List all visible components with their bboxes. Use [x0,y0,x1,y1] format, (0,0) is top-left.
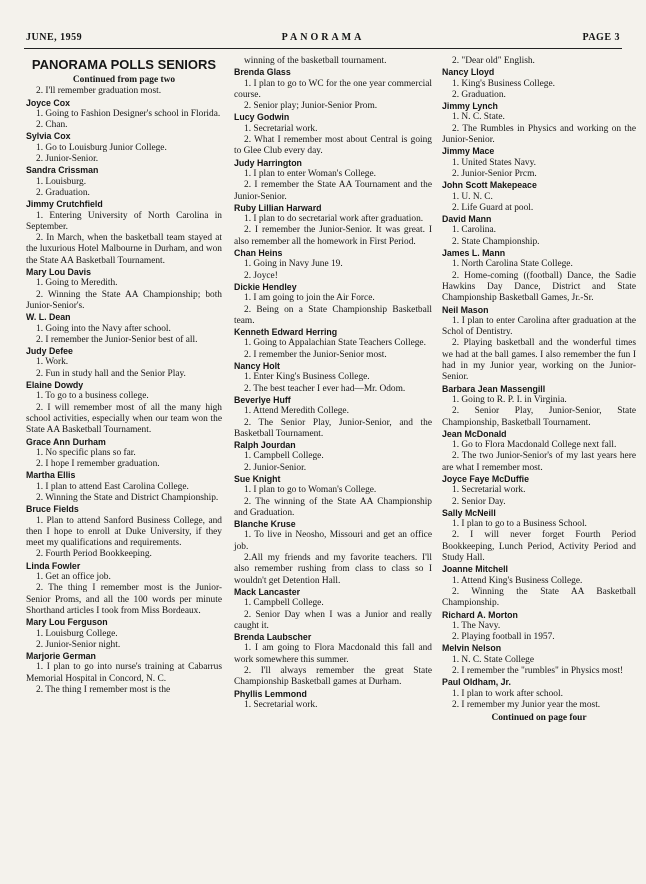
senior-name: Beverlye Huff [234,394,291,405]
answer-line: 2. Junior-Senior Prcm. [452,168,537,179]
continued-on: Continued on page four [491,713,587,724]
answer-line: 1. Campbell College. [244,598,324,609]
senior-entry [234,248,432,282]
senior-name: Sally McNeill [442,507,496,518]
senior-name: Brenda Glass [234,67,291,78]
answer-line: 1. Get an office job. [36,572,111,583]
senior-name: Dickie Hendley [234,281,297,292]
answer-line: 2. I will never forget Fourth Period Bookkeeping, Lunch Period, Activity Period and Study Hall. [442,530,636,564]
answer-line: 2. I remember my Junior year the most. [452,699,601,710]
senior-name: Brenda Laubscher [234,632,312,643]
answer-line: 1. Go to Flora Macdonald College next fall. [452,440,617,451]
answer-line: 1. Attend King's Business College. [452,575,583,586]
senior-entry [26,346,222,380]
header-rule [24,48,622,49]
senior-entry [234,632,432,688]
answer-line: 2. Fun in study hall and the Senior Play. [36,368,186,379]
answer-line: 2. State Championship. [452,236,540,247]
senior-name: Judy Defee [26,346,73,357]
answer-line: 1. N. C. State College [452,654,535,665]
answer-line: 2. I'll always remember the great State Championship Basketball games at Durham. [234,666,432,688]
answer-line: 1. Going into the Navy after school. [36,323,171,334]
answer-line: 1. I plan to work after school. [452,688,563,699]
answer-line: winning of the basketball tournament. [244,56,387,66]
answer-line: 1. Work. [36,357,69,368]
answer-line: 1. No specific plans so far. [36,447,136,458]
answer-line: 2. Being on a State Championship Basketball team. [234,304,432,326]
senior-entry [26,617,222,651]
senior-name: Kenneth Edward Herring [234,327,338,338]
senior-entry [26,651,222,696]
senior-entry [26,98,222,132]
answer-line: 1. North Carolina State College. [452,259,573,270]
answer-line: 1. Plan to attend Sanford Business College, and then I hope to enroll at Duke University, if they meet my qualifications and requirements. [26,515,222,549]
column-1-entries [26,86,222,696]
answer-line: 1. Going in Navy June 19. [244,259,343,270]
answer-line: 2. The Senior Play, Junior-Senior, and the Basketball Tournament. [234,417,432,439]
answer-line: 1. Secretarial work. [452,485,526,496]
answer-line: 2. Senior Day when I was a Junior and really caught it. [234,609,432,631]
answer-line: 2. In March, when the basketball team stayed at the luxurious Hotel Malbourne in Durham, and won the State AA Basketball Tournament. [26,233,222,266]
senior-entry [234,440,432,474]
senior-entry [234,203,432,248]
senior-name: Nancy Lloyd [442,67,495,78]
answer-line: 1. Enter King's Business College. [244,372,370,383]
answer-line: 1. King's Business College. [452,78,555,89]
answer-line: 2. Graduation. [36,187,90,198]
answer-line: 2. Winning the State AA Basketball Championship. [442,586,636,609]
answer-line: 1. I plan to enter Carolina after graduation at the Schol of Dentistry. [442,315,636,338]
senior-entry [26,199,222,267]
senior-entry [26,437,222,471]
answer-line: 2. Joyce! [244,270,278,281]
answer-line: 1. I plan to go into nurse's training at Cabarrus Memorial Hospital in Concord, N. C. [26,662,222,684]
senior-entry [234,67,432,112]
answer-line: 2. I remember the Junior-Senior best of all. [36,334,198,345]
senior-name: Elaine Dowdy [26,380,84,391]
senior-entry [26,561,222,617]
senior-name: Jean McDonald [442,428,507,439]
answer-line: 1. I plan to go to Woman's College. [244,485,377,496]
answer-line: 2. The thing I remember most is the [36,685,171,696]
senior-name: Jimmy Lynch [442,101,498,112]
answer-line: 2. I remember the State AA Tournament and the Junior-Senior. [234,180,432,202]
senior-entry [442,564,636,609]
answer-line: 1. I am going to Flora Macdonald this fall and work somewhere this summer. [234,643,432,665]
senior-name: Ruby Lillian Harward [234,202,322,213]
answer-line: 1. Go to Louisburg Junior College. [36,142,167,153]
senior-entry [442,429,636,474]
senior-entry [26,165,222,199]
answer-line: 1. Louisburg College. [36,628,118,639]
answer-line: 2. Winning the State AA Championship; both Junior-Senior's. [26,289,222,311]
column-3 [442,56,636,725]
newspaper-title: PANORAMA [281,32,365,43]
senior-name: Barbara Jean Massengill [442,383,546,394]
senior-name: Lucy Godwin [234,112,290,123]
answer-line: 2. Senior Play, Junior-Senior, State Championship, Basketball Tournament. [442,406,636,428]
senior-entry [234,395,432,440]
answer-line: 1. Entering University of North Carolina in September. [26,210,222,232]
senior-name: Paul Oldham, Jr. [442,677,511,688]
senior-name: Nancy Holt [234,361,280,372]
senior-entry [234,158,432,203]
senior-name: Joanne Mitchell [442,564,508,575]
senior-name: Blanche Kruse [234,519,296,530]
senior-name: Joyce Cox [26,97,71,108]
answer-line: 1. I plan to enter Woman's College. [244,168,376,179]
answer-line: 2. I will remember most of all the many high school activities, especially when our team won the State AA Basketball Tournament. [26,402,222,436]
answer-line: 1. The Navy. [452,620,501,631]
answer-line: 2. Playing basketball and the wonderful times we had at the ball games. I also remember the fun I had in my Junior year, working on the Junior-Senior. [442,338,636,383]
senior-name: Martha Ellis [26,470,76,481]
senior-name: Jimmy Mace [442,146,495,157]
senior-entry [442,180,636,214]
senior-name: James L. Mann [442,248,506,259]
senior-entry [234,361,432,395]
answer-line: 1. Going to R. P. I. in Virginia. [452,394,567,405]
answer-line: 2. Playing football in 1957. [452,632,555,643]
senior-name: W. L. Dean [26,312,71,323]
senior-name: Phyllis Lemmond [234,688,307,699]
senior-entry [442,67,636,101]
answer-line: 1. I plan to go to WC for the one year commercial course. [234,78,432,100]
answer-line: 1. To go to a business college. [36,391,149,402]
answer-line: 2. Winning the State and District Championship. [36,492,219,503]
answer-line: 1. I plan to attend East Carolina College. [36,481,189,492]
answer-line: 1. To live in Neosho, Missouri and get an office job. [234,530,432,552]
senior-entry [234,587,432,632]
column-2-entries [234,56,432,711]
answer-line: 2. Life Guard at pool. [452,202,534,213]
senior-entry [442,101,636,146]
senior-name: Mack Lancaster [234,586,301,597]
senior-name: Richard A. Morton [442,609,518,620]
senior-name: Sue Knight [234,473,281,484]
senior-entry [26,131,222,165]
answer-line: 2. Junior-Senior. [36,154,99,165]
senior-entry [26,470,222,504]
column-2 [234,56,432,711]
answer-line: 2. The best teacher I ever had—Mr. Odom. [244,383,406,394]
senior-entry [442,146,636,180]
senior-name: Grace Ann Durham [26,436,106,447]
senior-entry [442,508,636,564]
senior-entry [26,86,222,97]
senior-entry [234,519,432,587]
answer-line: 2. Senior Day. [452,496,506,507]
column-1 [26,56,222,696]
answer-line: 1. Going to Meredith. [36,278,118,289]
answer-line: 2. What I remember most about Central is going to Glee Club every day. [234,135,432,157]
answer-line: 1. United States Navy. [452,157,537,168]
senior-name: Mary Lou Davis [26,267,92,278]
senior-entry [234,327,432,361]
senior-name: Mary Lou Ferguson [26,617,108,628]
senior-name: Neil Mason [442,304,489,315]
senior-name: Joyce Faye McDuffie [442,473,530,484]
senior-entry [234,282,432,327]
senior-name: Sylvia Cox [26,131,71,142]
answer-line: 1. Secretarial work. [244,699,318,710]
senior-name: Chan Heins [234,248,283,259]
senior-entry [442,677,636,711]
answer-line: 1. I am going to join the Air Force. [244,293,375,304]
answer-line: 1. Going to Appalachian State Teachers College. [244,338,426,349]
senior-entry [442,643,636,677]
senior-name: Ralph Jourdan [234,440,296,451]
answer-line: 2. Senior play; Junior-Senior Prom. [244,101,378,112]
senior-entry [26,267,222,312]
answer-line: 2.All my friends and my favorite teachers. I'll also remember rushing from class to class so I wouldn't get Detention Hall. [234,553,432,586]
answer-line: 2. Junior-Senior. [244,462,307,473]
senior-name: Sandra Crissman [26,165,99,176]
senior-entry [26,504,222,560]
answer-line: 1. Attend Meredith College. [244,406,349,417]
senior-entry [442,248,636,304]
answer-line: 2. I remember the "rumbles" in Physics most! [452,666,624,677]
senior-entry [26,380,222,436]
answer-line: 1. N. C. State. [452,112,505,123]
senior-entry [442,305,636,384]
answer-line: 2. The Rumbles in Physics and working on the Junior-Senior. [442,123,636,146]
answer-line: 2. I'll remember graduation most. [36,86,162,97]
answer-line: 2. I hope I remember graduation. [36,459,160,470]
senior-entry [442,384,636,429]
senior-entry [234,474,432,519]
answer-line: 1. Going to Fashion Designer's school in Florida. [36,108,221,119]
senior-name: Marjorie German [26,651,96,662]
senior-entry [234,56,432,67]
answer-line: 1. I plan to do secretarial work after graduation. [244,214,424,225]
answer-line: 2. The winning of the State AA Championship and Graduation. [234,496,432,518]
senior-name: Judy Harrington [234,157,302,168]
issue-date: JUNE, 1959 [26,32,83,43]
answer-line: 1. U. N. C. [452,191,493,202]
senior-entry [442,56,636,67]
answer-line: 2. Home-coming ((football) Dance, the Sadie Hawkins Day Dance, District and State Championship Basketball Games, Jr.-Sr. [442,270,636,304]
senior-entry [234,112,432,157]
continued-from: Continued from page two [72,75,176,85]
answer-line: 2. I remember the Junior-Senior most. [244,349,387,360]
senior-entry [442,474,636,508]
answer-line: 2. Junior-Senior night. [36,639,121,650]
answer-line: 1. I plan to go to a Business School. [452,519,587,530]
answer-line: 2. "Dear old" English. [452,56,535,66]
senior-name: David Mann [442,214,492,225]
answer-line: 2. Fourth Period Bookkeeping. [36,549,152,560]
senior-entry [234,689,432,712]
column-3-entries [442,56,636,711]
senior-entry [442,610,636,644]
senior-entry [442,214,636,248]
answer-line: 1. Secretarial work. [244,123,318,134]
answer-line: 1. Carolina. [452,225,497,236]
answer-line: 2. I remember the Junior-Senior. It was great. I also remember all the homework in First Period. [234,225,432,247]
senior-name: Melvin Nelson [442,643,502,654]
answer-line: 2. Graduation. [452,89,506,100]
senior-entry [26,312,222,346]
page-header [26,32,620,48]
answer-line: 1. Louisburg. [36,176,87,187]
answer-line: 2. Chan. [36,120,68,131]
senior-name: Linda Fowler [26,560,81,571]
senior-name: Bruce Fields [26,504,79,515]
answer-line: 1. Campbell College. [244,451,324,462]
answer-line: 2. The thing I remember most is the Junior-Senior Proms, and all the 100 words per minute Shorthand articles I took from Miss Bordeaux. [26,583,222,616]
senior-name: John Scott Makepeace [442,180,537,191]
answer-line: 2. The two Junior-Senior's of my last years here are what I remember most. [442,451,636,473]
page-number: PAGE 3 [582,32,620,43]
senior-name: Jimmy Crutchfield [26,199,103,210]
article-title: PANORAMA POLLS SENIORS [31,57,217,72]
